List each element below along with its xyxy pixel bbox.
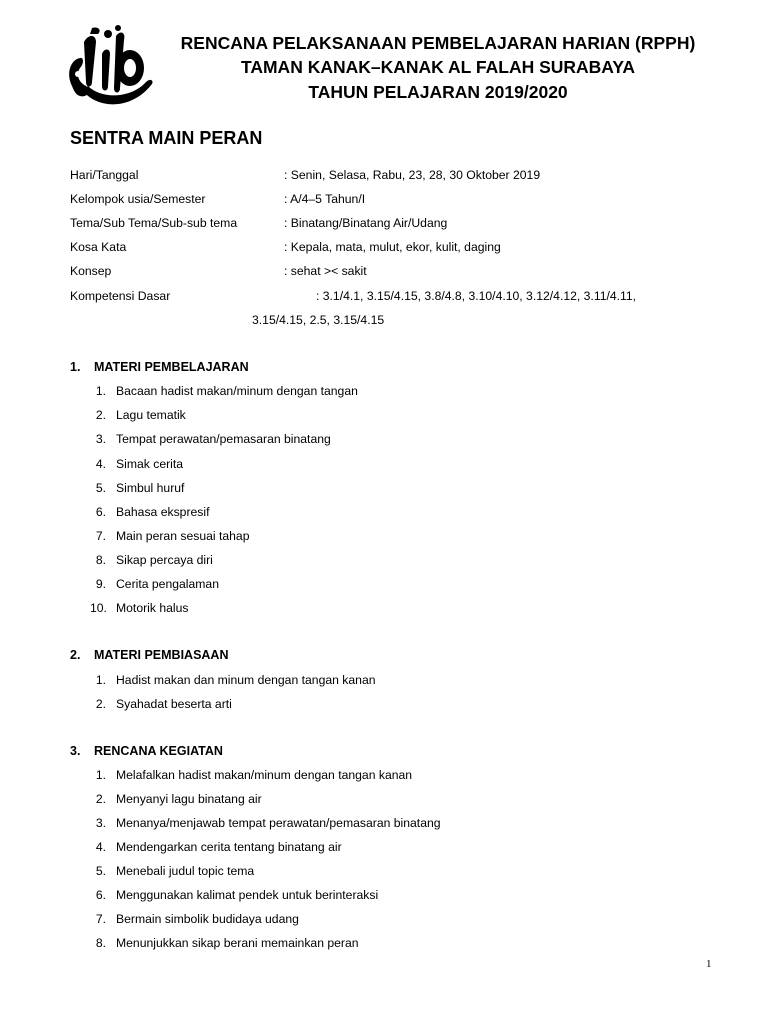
info-value-kd-line1: : 3.1/4.1, 3.15/4.15, 3.8/4.8, 3.10/4.10, 3.12/4.12, 3.11/4.11, <box>316 289 637 303</box>
list-item-number: 5. <box>95 864 106 878</box>
list-item-number: 7. <box>95 912 106 926</box>
list-item-number: 2. <box>95 697 106 711</box>
header-line-1: RENCANA PELAKSANAAN PEMBELAJARAN HARIAN (RPPH) <box>180 33 696 53</box>
list-item-number: 6. <box>95 888 106 902</box>
info-value-kd-line2: 3.15/4.15, 2.5, 3.15/4.15 <box>252 313 385 327</box>
section-number: 2. <box>70 648 81 662</box>
list-item: Mendengarkan cerita tentang binatang air <box>116 840 342 854</box>
al-falah-calligraphy-logo-icon <box>62 24 158 110</box>
section-heading-materi-pembiasaan: MATERI PEMBIASAAN <box>94 648 229 662</box>
list-item: Menyanyi lagu binatang air <box>116 792 262 806</box>
list-item-number: 2. <box>95 792 106 806</box>
section-heading-rencana-kegiatan: RENCANA KEGIATAN <box>94 744 223 758</box>
list-item-number: 8. <box>95 553 106 567</box>
list-item-number: 1. <box>95 768 106 782</box>
list-item: Menanya/menjawab tempat perawatan/pemasaran binatang <box>116 816 441 830</box>
info-value-konsep: : sehat >< sakit <box>284 264 367 278</box>
info-value-hari: : Senin, Selasa, Rabu, 23, 28, 30 Oktober 2019 <box>284 168 541 182</box>
list-item: Tempat perawatan/pemasaran binatang <box>116 432 331 446</box>
list-item-number: 3. <box>95 816 106 830</box>
section-heading-materi-pembelajaran: MATERI PEMBELAJARAN <box>94 360 249 374</box>
info-label-kelompok: Kelompok usia/Semester <box>70 192 206 206</box>
info-label-hari: Hari/Tanggal <box>70 168 139 182</box>
section-number: 3. <box>70 744 81 758</box>
list-item: Bahasa ekspresif <box>116 505 210 519</box>
list-item: Hadist makan dan minum dengan tangan kanan <box>116 673 376 687</box>
list-item: Lagu tematik <box>116 408 186 422</box>
info-label-kosa: Kosa Kata <box>70 240 127 254</box>
page-title: SENTRA MAIN PERAN <box>70 128 263 148</box>
list-item: Syahadat beserta arti <box>116 697 232 711</box>
list-item: Bacaan hadist makan/minum dengan tangan <box>116 384 358 398</box>
header-line-2: TAMAN KANAK–KANAK AL FALAH SURABAYA <box>240 57 636 77</box>
list-item-number: 2. <box>95 408 106 422</box>
info-value-kelompok: : A/4–5 Tahun/I <box>284 192 366 206</box>
list-item: Melafalkan hadist makan/minum dengan tangan kanan <box>116 768 413 782</box>
list-item: Motorik halus <box>116 601 189 615</box>
list-item-number: 9. <box>95 577 106 591</box>
info-value-tema: : Binatang/Binatang Air/Udang <box>284 216 448 230</box>
list-item: Cerita pengalaman <box>116 577 219 591</box>
list-item: Menebali judul topic tema <box>116 864 255 878</box>
header-line-3: TAHUN PELAJARAN 2019/2020 <box>308 82 568 102</box>
list-item-number: 5. <box>95 481 106 495</box>
list-item: Menunjukkan sikap berani memainkan peran <box>116 936 359 950</box>
list-item: Main peran sesuai tahap <box>116 529 250 543</box>
list-item-number: 1. <box>95 384 106 398</box>
list-item: Bermain simbolik budidaya udang <box>116 912 299 926</box>
list-item-number: 4. <box>95 457 106 471</box>
info-label-tema: Tema/Sub Tema/Sub-sub tema <box>70 216 238 230</box>
list-item-number: 4. <box>95 840 106 854</box>
list-item-number: 7. <box>95 529 106 543</box>
info-label-konsep: Konsep <box>70 264 112 278</box>
list-item-number: 1. <box>95 673 106 687</box>
list-item: Menggunakan kalimat pendek untuk berinteraksi <box>116 888 379 902</box>
list-item: Simak cerita <box>116 457 184 471</box>
list-item-number: 8. <box>95 936 106 950</box>
list-item-number: 6. <box>95 505 106 519</box>
list-item-number: 10. <box>90 601 107 615</box>
list-item-number: 3. <box>95 432 106 446</box>
info-label-kd: Kompetensi Dasar <box>70 289 171 303</box>
info-value-kosa: : Kepala, mata, mulut, ekor, kulit, daging <box>284 240 501 254</box>
section-number: 1. <box>70 360 81 374</box>
page-number: 1 <box>706 958 712 970</box>
list-item: Sikap percaya diri <box>116 553 213 567</box>
list-item: Simbul huruf <box>116 481 185 495</box>
